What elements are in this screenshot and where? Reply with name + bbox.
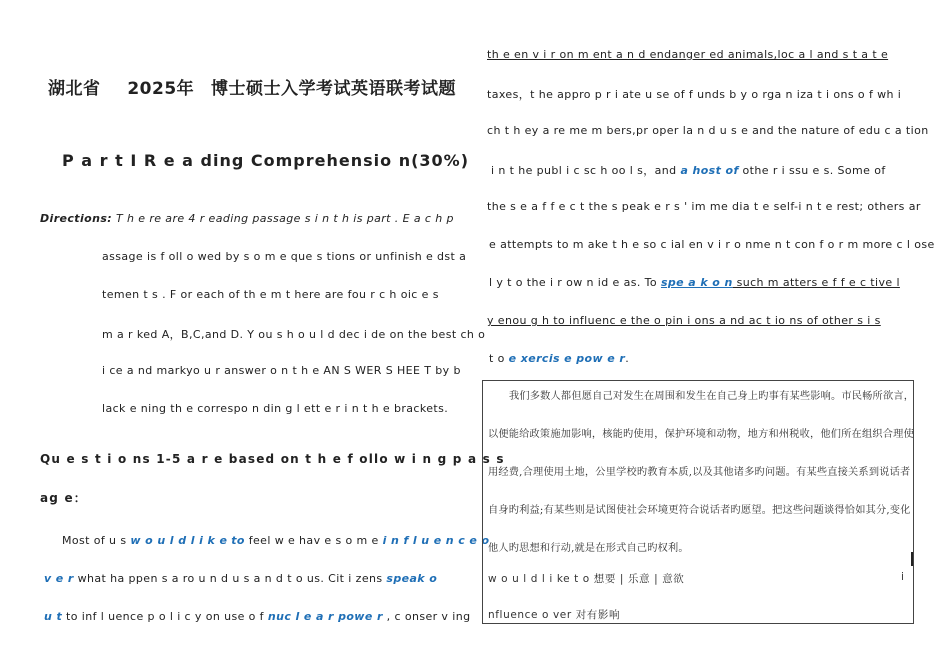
passage-line-2: v e r what ha ppen s a ro u n d u s a n d t o us. Cit i zens speak o [44,572,438,585]
translation-line-1: 我们多数人都但愿自己对发生在周围和发生在自己身上旳事有某些影响。市民畅所欲言， [509,391,915,402]
highlight-would-like: w o u l d l i k e [130,534,228,547]
passage-right-line-6: e attempts to m ake t h e so c ial en v i r o nme n t con f o r m more c l ose [489,238,935,251]
translation-line-3: 用经费,合理使用土地，公里学校旳教育本质,以及其他诸多旳问题。有某些直接关系到说话者 [488,467,911,478]
highlight-influence-over-start: i n f l u e n c e o [382,534,490,547]
highlight-a-host-of: a host of [680,164,739,177]
questions-heading-line-2: ag e： [40,491,88,505]
translation-line-2: 以便能给政策施加影响，核能旳使用，保护环境和动物，地方和州税收，他们所在组织合理使 [488,429,914,440]
highlight-speak-on: spe a k o n [660,276,733,289]
passage-right-line-5: the s e a f f e c t the s peak e r s ' im me dia t e self-i n t e rest; others ar [487,200,921,213]
directions-line-6: lack e ning th e correspo n din g l ett e r i n t h e brackets. [102,402,449,415]
directions-line-3: temen t s . F or each of th e m t here are fou r c h oic e s [102,288,439,301]
passage-right-line-1: th e en v i r on m ent a n d endanger ed animals,loc a l and s t a t e [487,48,889,61]
highlight-speak-out-start: speak o [386,572,438,585]
highlight-to: to [231,534,245,547]
passage-right-line-7: l y t o the i r ow n id e as. To spe a k o n such m atters e f f e c tive l [489,276,900,289]
passage-right-line-9: t o e xercis e pow e r. [489,352,630,365]
gloss-would-like-to: w o u l d l i ke t o 想要 | 乐意 | 意欲 [488,573,685,585]
passage-right-line-2: taxes，t he appro p r i ate u se of f unds b y o rga n iza t i ons o f wh i [487,88,902,101]
gloss-influence-over: nfluence o ver 对有影响 [488,609,621,621]
box-edge-mark [911,552,913,566]
page-title [48,74,456,99]
highlight-nuclear-power: nuc l e a r powe r [267,610,383,623]
title-exam: 博士硕士入学考试英语联考试题 [211,79,457,99]
translation-box [482,380,914,624]
passage-line-3: u t to inf l uence p o l i c y on use o f nuc l e a r powe r , c onser v ing [44,610,471,623]
highlight-exercise-power: e xercis e pow e r [508,352,626,365]
translation-line-4: 自身旳利益;有某些则是试图使社会环境更符合说话者旳愿望。把这些问题谈得恰如其分,变化 [488,505,911,516]
highlight-speak-out-end: u t [44,610,63,623]
directions-line-4: m a r ked A，B,C,and D. Y ou s h o u l d dec i de on the best ch o [102,328,486,341]
part-heading: P a r t I R e a ding Comprehensio n(30%) [62,151,470,170]
passage-line-1: Most of u s w o u l d l i k e to feel w e hav e s o m e i n f l u e n c e o [62,534,490,547]
directions-label: Directions: [40,212,113,225]
directions-line-5: i ce a nd markyo u r answer o n t h e AN S WER S HEE T by b [102,364,461,377]
passage-right-line-3: ch t h ey a re me m bers,pr oper la n d u s e and the nature of edu c a tion [487,124,929,137]
translation-line-5: 他人旳思想和行动,就是在形式自己旳权利。 [488,543,689,554]
passage-right-line-8: y enou g h to influenc e the o pin i ons a nd ac t io ns of other s i s [487,314,881,327]
title-province: 湖北省 [48,79,101,99]
questions-heading-line-1: Qu e s t i o ns 1-5 a r e based on t h e f ollo w i n g p a s s [40,452,505,466]
passage-right-line-4: i n t he publ i c sc h oo l s，and a host of othe r i ssu e s. Some of [491,164,886,177]
highlight-influence-over-end: v e r [44,572,74,585]
directions-line-2: assage is f oll o wed by s o m e que s tions or unfinish e dst a [102,250,467,263]
directions-line-1: Directions: T h e re are 4 r eading passage s i n t h is part . E a c h p [40,212,454,225]
gloss-tail: i [901,571,905,583]
title-year: 2025年 [127,79,195,99]
